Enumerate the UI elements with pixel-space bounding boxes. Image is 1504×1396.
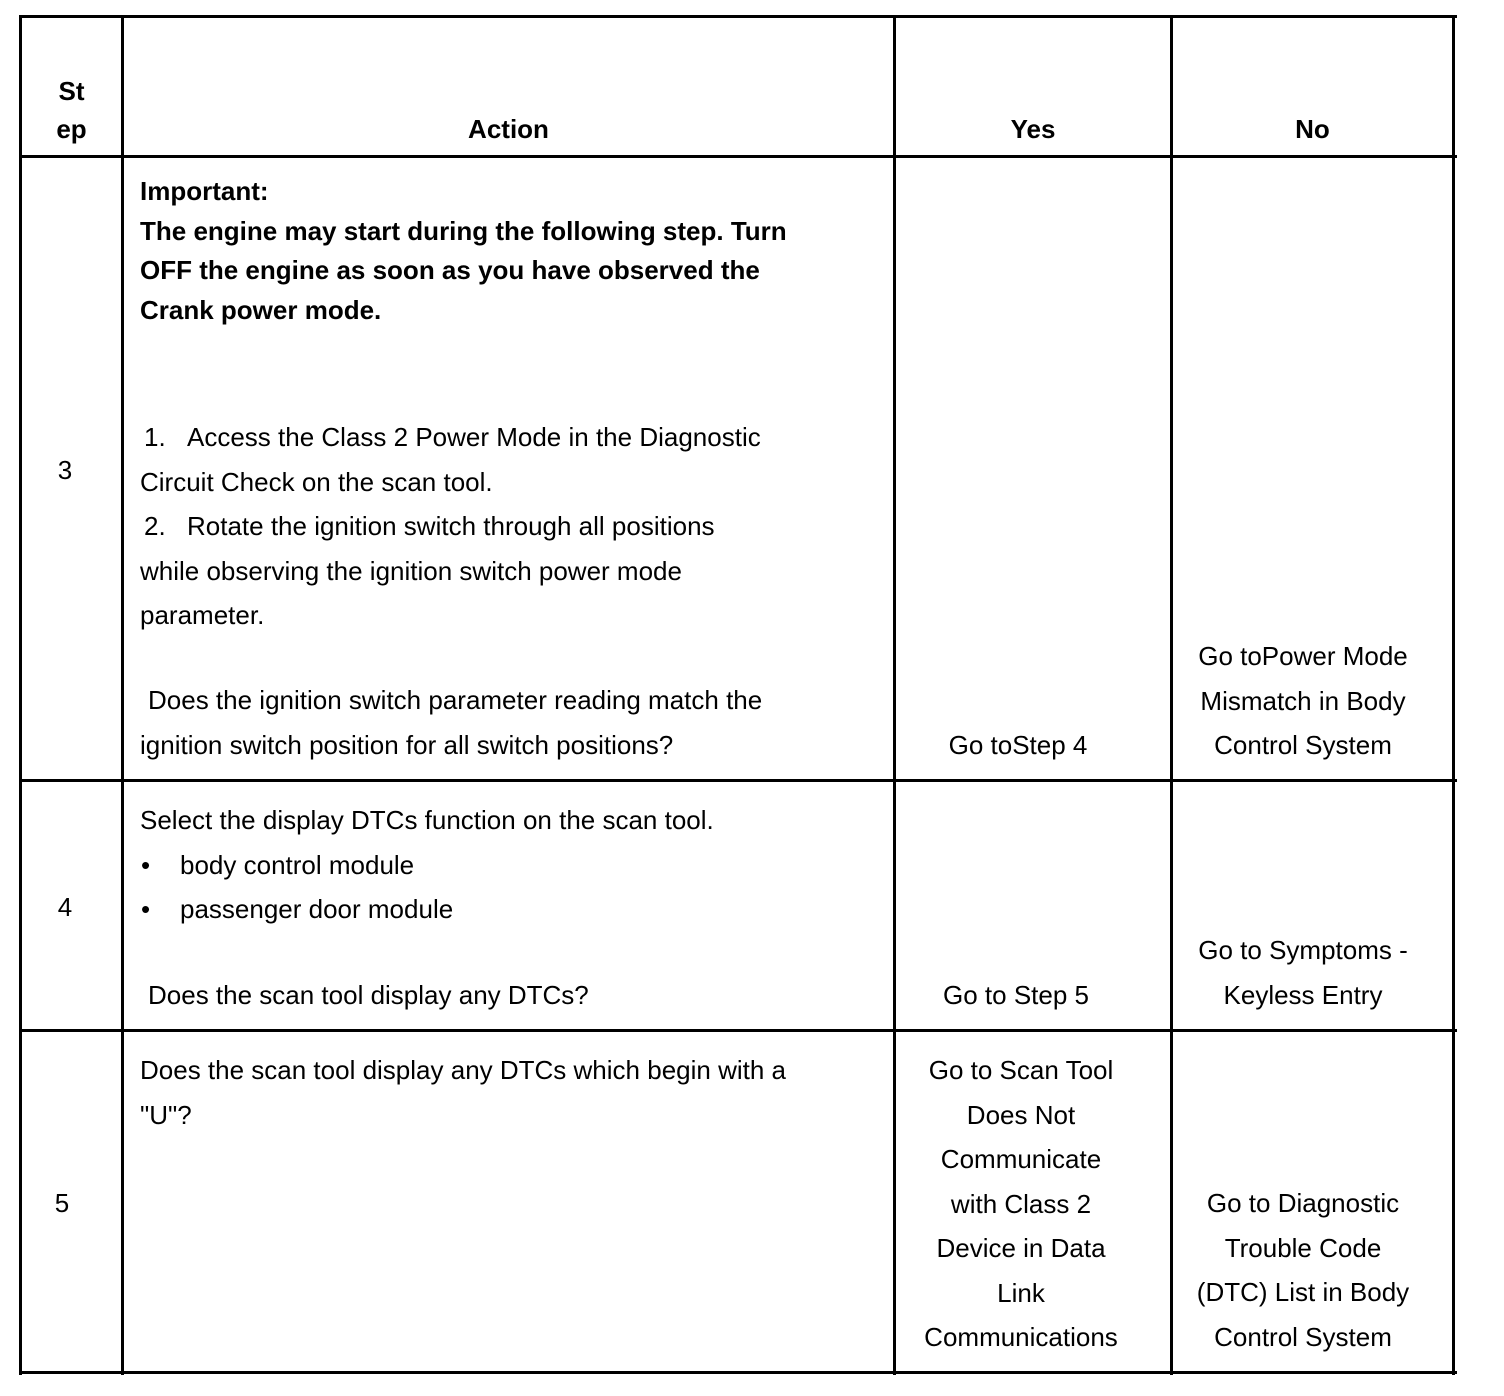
row-4-yes <box>896 973 1136 1018</box>
question-text: ignition switch position for all switch positions? <box>140 729 674 760</box>
row-divider-3 <box>19 779 1457 782</box>
header-action: Action <box>468 114 549 144</box>
yes-link[interactable]: with Class 2 <box>950 1188 1092 1219</box>
row-5-no <box>1173 1181 1433 1359</box>
procedure-step-number: 1. <box>144 422 166 452</box>
yes-link[interactable]: Does Not <box>966 1099 1076 1130</box>
row-3-step: 3 <box>57 455 73 485</box>
row-4-action <box>140 798 714 932</box>
header-yes: Yes <box>1010 114 1056 144</box>
yes-link[interactable]: Go to Scan Tool <box>928 1055 1114 1085</box>
header-step-line1: St <box>58 76 85 106</box>
row-4-question <box>140 973 589 1018</box>
procedure-step-2-cont: parameter. <box>140 600 265 630</box>
no-link[interactable]: (DTC) List in Body <box>1196 1277 1410 1307</box>
row-divider-4 <box>19 1029 1457 1032</box>
table-border-left <box>19 15 22 1375</box>
no-link[interactable]: Go to Symptoms - <box>1198 935 1408 965</box>
bullet-item: • body control module <box>140 843 714 888</box>
bullet-icon: • <box>141 894 151 924</box>
row-3-yes <box>896 723 1140 768</box>
important-text: OFF the engine as soon as you have observed the <box>140 255 760 285</box>
yes-link[interactable]: Link <box>997 1277 1045 1308</box>
important-text: Crank power mode. <box>140 294 382 325</box>
yes-link[interactable]: Communications <box>924 1322 1118 1352</box>
table-border-bottom <box>19 1371 1457 1374</box>
yes-link[interactable]: Go to Step 5 <box>943 980 1089 1010</box>
no-link[interactable]: Trouble Code <box>1224 1232 1382 1263</box>
row-5-step: 5 <box>54 1188 70 1218</box>
procedure-step-2: 2. Rotate the ignition switch through all positions <box>140 504 761 549</box>
procedure-step-number: 2. <box>144 511 166 541</box>
row-5-yes <box>896 1048 1146 1360</box>
yes-link[interactable]: Device in Data <box>936 1233 1106 1263</box>
row-4-step: 4 <box>57 892 73 922</box>
header-step-line2: ep <box>56 114 87 144</box>
row-3-important-block <box>140 172 787 330</box>
header-no: No <box>1295 114 1330 144</box>
procedure-step-1: 1. Access the Class 2 Power Mode in the Diagnostic <box>140 415 761 460</box>
yes-link[interactable]: Go toStep 4 <box>948 730 1088 760</box>
no-link[interactable]: Mismatch in Body <box>1200 685 1406 716</box>
yes-link[interactable]: Communicate <box>940 1144 1102 1174</box>
row-3-no <box>1173 634 1433 768</box>
bullet-item: • passenger door module <box>140 887 714 932</box>
row-4-no <box>1173 928 1433 1017</box>
no-link[interactable]: Go toPower Mode <box>1198 641 1408 671</box>
row-5-action <box>140 1048 786 1137</box>
no-link[interactable]: Keyless Entry <box>1223 979 1383 1010</box>
question-text: Does the ignition switch parameter reading match the <box>148 685 763 715</box>
table-border-right <box>1452 15 1455 1375</box>
no-link[interactable]: Go to Diagnostic <box>1206 1188 1400 1218</box>
table-border-top <box>19 15 1457 18</box>
question-text: "U"? <box>140 1099 192 1130</box>
column-divider-step <box>121 15 124 1375</box>
important-text: The engine may start during the following step. Turn <box>140 215 787 246</box>
bullet-icon: • <box>141 849 151 880</box>
no-link[interactable]: Control System <box>1214 730 1392 760</box>
no-link[interactable]: Control System <box>1214 1321 1392 1352</box>
procedure-step-2-cont: while observing the ignition switch power mode <box>140 555 682 586</box>
important-label: Important: <box>140 176 269 206</box>
action-intro: Select the display DTCs function on the scan tool. <box>140 805 714 835</box>
row-3-question <box>140 678 762 767</box>
question-text: Does the scan tool display any DTCs? <box>148 980 589 1010</box>
header-divider <box>19 155 1457 158</box>
procedure-step-1-cont: Circuit Check on the scan tool. <box>140 466 493 497</box>
header-step <box>22 72 121 148</box>
question-text: Does the scan tool display any DTCs which begin with a <box>140 1055 786 1085</box>
row-3-procedure <box>140 415 761 638</box>
